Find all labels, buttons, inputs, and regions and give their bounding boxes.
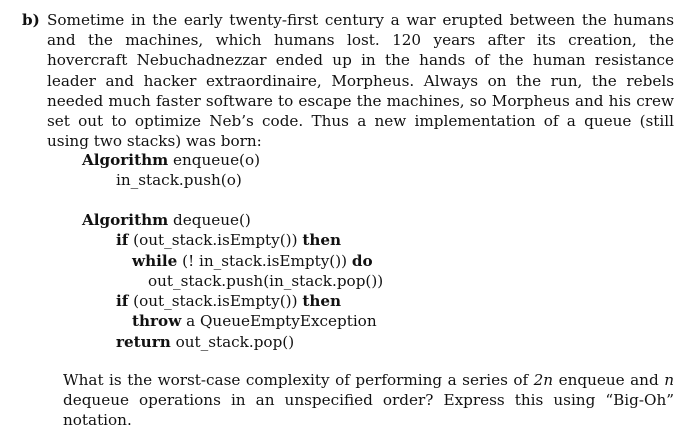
dequeue-header — [82, 210, 383, 230]
problem-text: Sometime in the early twenty-first century a war erupted between the humans and the machines, which humans lost. 120 years after its creation, the hovercraft Nebuchadnezzar ended up in the hands of the human resistance leader and hacker extraordinaire, Morpheus. Always on the run, the rebels needed much faster software to escape the machines, so Morpheus and his crew set out to optimize Neb’s code. Thus a new implementation of a queue (still using two stacks) was born: — [47, 11, 674, 151]
if-keyword: if — [116, 292, 129, 311]
enqueue-signature: enqueue(o) — [173, 151, 261, 169]
do-keyword: do — [351, 251, 373, 270]
statement-text: out_stack.pop() — [175, 332, 295, 351]
enqueue-body-line — [82, 170, 260, 190]
while-keyword: while — [132, 251, 178, 270]
math-expression: n — [664, 371, 674, 389]
math-expression: 2n — [533, 371, 554, 389]
dequeue-line-5 — [82, 311, 383, 331]
algorithm-keyword: Algorithm — [82, 211, 169, 229]
enqueue-algorithm — [82, 150, 260, 191]
then-keyword: then — [302, 231, 342, 250]
problem-label: b) — [22, 11, 40, 29]
problem-statement — [22, 10, 674, 151]
dequeue-line-4 — [82, 291, 383, 311]
enqueue-body: in_stack.push(o) — [116, 171, 242, 190]
dequeue-signature: dequeue() — [173, 211, 251, 229]
enqueue-header — [82, 150, 260, 170]
then-keyword: then — [302, 292, 342, 311]
dequeue-algorithm — [82, 210, 383, 352]
if-keyword: if — [116, 231, 129, 250]
question-part-3: dequeue operations in an unspecified order? Express this using “Big-Oh” notation. — [63, 391, 674, 430]
question-part-1: What is the worst-case complexity of performing a series of — [63, 371, 534, 389]
statement-text: a QueueEmptyException — [186, 312, 377, 331]
question-part-2: enqueue and — [553, 371, 665, 389]
dequeue-line-3 — [82, 271, 383, 291]
return-keyword: return — [116, 332, 171, 351]
throw-keyword: throw — [132, 312, 182, 331]
dequeue-line-1 — [82, 230, 383, 250]
condition-text: (! in_stack.isEmpty()) — [182, 251, 348, 270]
condition-text: (out_stack.isEmpty()) — [133, 292, 298, 311]
statement-text: out_stack.push(in_stack.pop()) — [148, 271, 384, 290]
question-text — [63, 370, 674, 431]
algorithm-keyword: Algorithm — [82, 151, 169, 169]
dequeue-line-2 — [82, 251, 383, 271]
dequeue-line-6 — [82, 332, 383, 352]
condition-text: (out_stack.isEmpty()) — [133, 231, 298, 250]
